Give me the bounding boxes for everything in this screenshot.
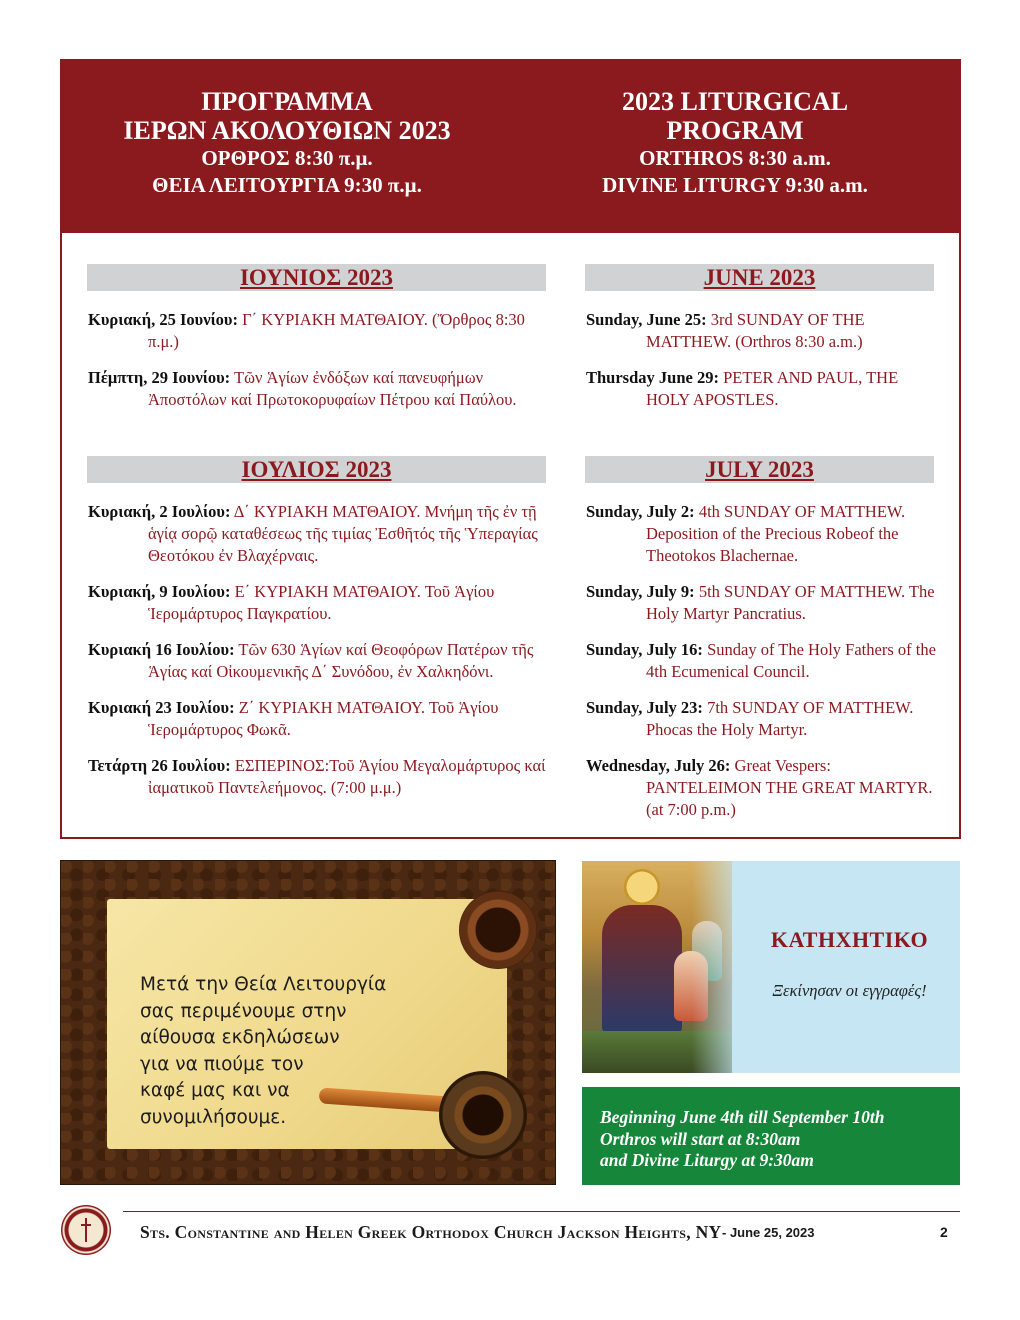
halo-icon	[624, 869, 660, 905]
page-number: 2	[940, 1224, 948, 1240]
list-item	[88, 501, 548, 567]
list-item	[88, 639, 548, 683]
english-title-line2: PROGRAM	[666, 116, 804, 145]
notice-line: and Divine Liturgy at 9:30am	[600, 1150, 814, 1170]
entry-text: Ζ΄ ΚΥΡΙΑΚΗ ΜΑΤΘΑΙΟΥ. Τοῦ Ἁγίου Ἱερομάρτυρος Φωκᾶ.	[148, 698, 499, 739]
coffee-hour-panel	[60, 860, 556, 1185]
church-seal-icon	[61, 1205, 111, 1255]
entry-text: PETER AND PAUL, THE HOLY APOSTLES.	[646, 368, 899, 409]
church-name: Sts. Constantine and Helen Greek Orthodox Church Jackson Heights, NY	[140, 1222, 722, 1242]
entry-text: 4th SUNDAY OF MATTHEW. Deposition of the Precious Robeof the Theotokos Blachernae.	[646, 502, 906, 565]
coffee-line: καφέ μας και να	[140, 1080, 290, 1101]
july-greek-entries	[88, 501, 548, 813]
footer-divider	[123, 1211, 960, 1212]
coffee-cup-icon	[459, 891, 537, 969]
coffee-line: Μετά την Θεία Λειτουργία	[140, 974, 387, 995]
cross-icon	[81, 1218, 91, 1242]
list-item	[586, 309, 936, 353]
list-item	[586, 581, 936, 625]
catechism-panel	[582, 861, 960, 1073]
english-title-line1: 2023 LITURGICAL	[621, 87, 849, 116]
liturgical-program	[60, 59, 961, 839]
list-item	[88, 581, 548, 625]
entry-date: Κυριακή 23 Ιουλίου:	[88, 698, 235, 717]
june-greek-heading: ΙΟΥΝΙΟΣ 2023	[87, 264, 546, 291]
list-item	[88, 367, 543, 411]
list-item	[586, 755, 936, 821]
june-greek-entries	[88, 309, 543, 425]
entry-date: Sunday, July 23:	[586, 698, 703, 717]
coffee-pot-icon	[439, 1071, 527, 1159]
catechism-subtitle: Ξεκίνησαν οι εγγραφές!	[772, 981, 927, 1000]
entry-date: Πέμπτη, 29 Ιουνίου:	[88, 368, 231, 387]
notice-line: Orthros will start at 8:30am	[600, 1128, 801, 1149]
july-english-heading: JULY 2023	[585, 456, 934, 483]
notice-line: Beginning June 4th till September 10th	[600, 1107, 885, 1127]
entry-date: Κυριακή, 9 Ιουλίου:	[88, 582, 231, 601]
june-english-heading: JUNE 2023	[585, 264, 934, 291]
greek-title-line2: ΙΕΡΩΝ ΑΚΟΛΟΥΘΙΩΝ 2023	[123, 116, 451, 145]
list-item	[586, 501, 936, 567]
entry-date: Wednesday, July 26:	[586, 756, 731, 775]
list-item	[586, 697, 936, 741]
entry-date: Thursday June 29:	[586, 368, 719, 387]
entry-date: Τετάρτη 26 Ιουλίου:	[88, 756, 231, 775]
catechism-title: ΚΑΤΗΧΗΤΙΚΟ	[770, 927, 929, 952]
list-item	[88, 309, 543, 353]
english-header	[510, 87, 960, 199]
entry-date: Sunday, June 25:	[586, 310, 707, 329]
english-orthros-time: ORTHROS 8:30 a.m.	[639, 146, 831, 170]
list-item	[586, 367, 936, 411]
entry-text: ΕΣΠΕΡΙΝΟΣ:Τοῦ Ἁγίου Μεγαλομάρτυρος καί ἰαματικοῦ Παντελεήμονος. (7:00 μ.μ.)	[148, 756, 546, 797]
list-item	[586, 639, 936, 683]
entry-text: Γ΄ ΚΥΡΙΑΚΗ ΜΑΤΘΑΙΟΥ. (Ὄρθρος 8:30 π.μ.)	[148, 310, 525, 351]
entry-date: Κυριακή 16 Ιουλίου:	[88, 640, 235, 659]
entry-text: Τῶν 630 Ἁγίων καί Θεοφόρων Πατέρων τῆς Ἁγίας καί Οἰκουμενικῆς Δ΄ Συνόδου, ἐν Χαλκηδόνι.	[148, 640, 534, 681]
entry-text: 7th SUNDAY OF MATTHEW. Phocas the Holy Martyr.	[646, 698, 914, 739]
entry-text: 5th SUNDAY OF MATTHEW. The Holy Martyr Pancratius.	[646, 582, 935, 623]
entry-date: Κυριακή, 2 Ιουλίου:	[88, 502, 231, 521]
list-item	[88, 755, 548, 799]
greek-header	[62, 87, 512, 199]
entry-date: Sunday, July 16:	[586, 640, 703, 659]
entry-date: Κυριακή, 25 Ιουνίου:	[88, 310, 238, 329]
entry-date: Sunday, July 2:	[586, 502, 695, 521]
program-header	[62, 61, 959, 233]
entry-text: 3rd SUNDAY OF THE MATTHEW. (Orthros 8:30 a.m.)	[646, 310, 865, 351]
coffee-line: σας περιμένουμε στην	[140, 1000, 347, 1022]
list-item	[88, 697, 548, 741]
entry-text: Τῶν Ἁγίων ἐνδόξων καί πανευφήμων Ἀποστόλων καί Πρωτοκορυφαίων Πέτρου καί Παύλου.	[148, 368, 517, 409]
july-english-entries	[586, 501, 936, 835]
english-liturgy-time: DIVINE LITURGY 9:30 a.m.	[602, 173, 868, 197]
july-greek-heading: ΙΟΥΛΙΟΣ 2023	[87, 456, 546, 483]
coffee-line: για να πιούμε τον	[140, 1053, 304, 1075]
entry-date: Sunday, July 9:	[586, 582, 695, 601]
icon-fade	[692, 861, 752, 1073]
greek-orthros-time: ΟΡΘΡΟΣ 8:30 π.μ.	[201, 146, 373, 170]
issue-date: - June 25, 2023	[722, 1225, 815, 1240]
notice-text	[600, 1107, 950, 1172]
summer-schedule-notice	[582, 1087, 960, 1185]
coffee-line: αίθουσα εκδηλώσεων	[140, 1027, 340, 1048]
entry-text: Δ΄ ΚΥΡΙΑΚΗ ΜΑΤΘΑΙΟΥ. Μνήμη τῆς ἐν τῇ ἁγίᾳ σορῷ καταθέσεως τῆς τιμίας Ἐσθῆτός τῆς Ὑπεραγίας Θεοτόκου ἐν Βλαχέρναις.	[148, 502, 538, 565]
entry-text: Ε΄ ΚΥΡΙΑΚΗ ΜΑΤΘΑΙΟΥ. Τοῦ Ἁγίου Ἱερομάρτυρος Παγκρατίου.	[148, 582, 495, 623]
entry-text: Great Vespers: PANTELEIMON THE GREAT MARTYR. (at 7:00 p.m.)	[646, 756, 933, 819]
coffee-line: συνομιλήσουμε.	[140, 1106, 287, 1128]
june-english-entries	[586, 309, 936, 425]
entry-text: Sunday of The Holy Fathers of the 4th Ecumenical Council.	[646, 640, 936, 681]
greek-liturgy-time: ΘΕΙΑ ΛΕΙΤΟΥΡΓΙΑ 9:30 π.μ.	[152, 173, 422, 197]
christ-figure-icon	[602, 905, 682, 1035]
greek-title-line1: ΠΡΟΓΡΑΜΜΑ	[201, 87, 373, 116]
